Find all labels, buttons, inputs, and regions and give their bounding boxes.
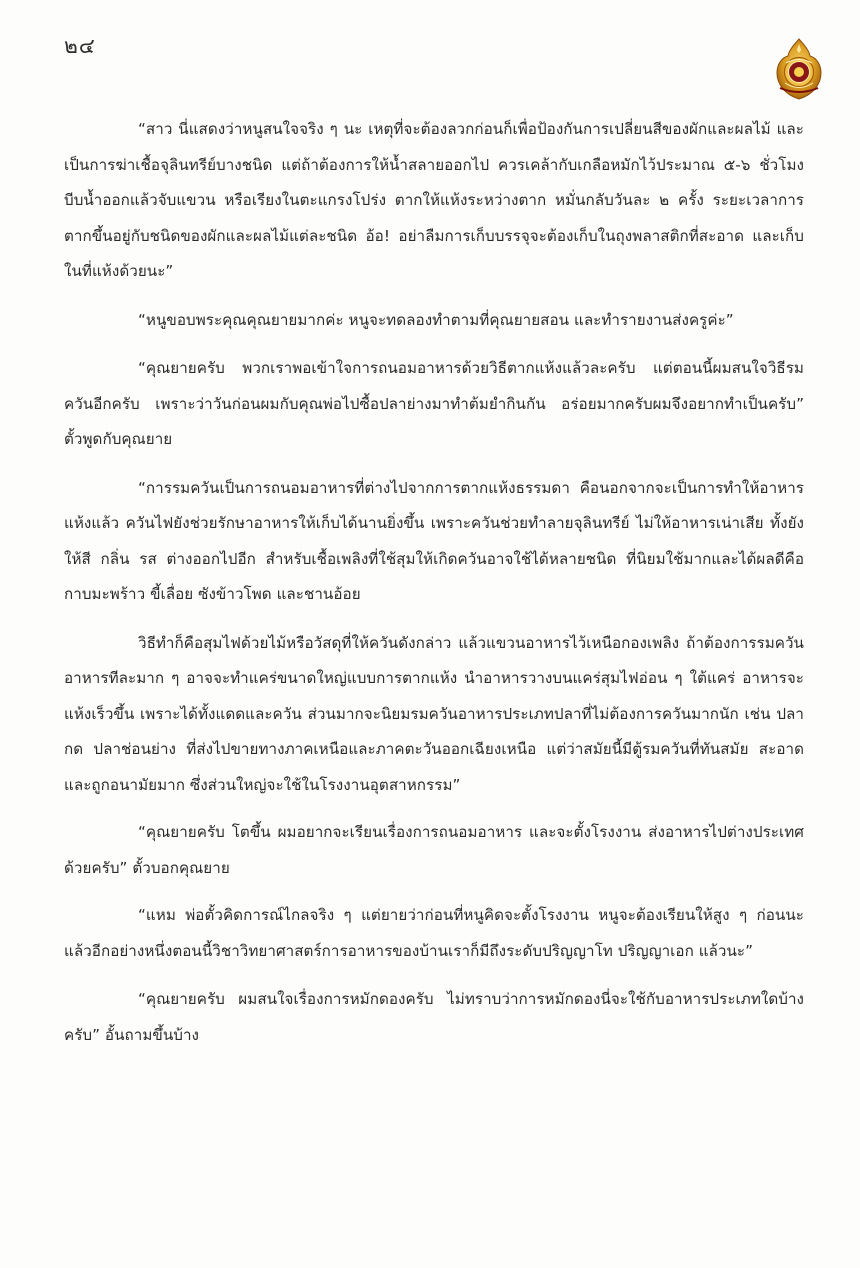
paragraph: “หนูขอบพระคุณคุณยายมากค่ะ หนูจะทดลองทำตามที่คุณยายสอน และทำรายงานส่งครูค่ะ” (138, 310, 734, 329)
paragraph: “สาว นี่แสดงว่าหนูสนใจจริง ๆ นะ เหตุที่จะต้องลวกก่อนก็เพื่อป้องกันการเปลี่ยนสีของผักและผลไม้ และเป็นการฆ่าเชื้อจุลินทรีย์บางชนิด แต่ถ้าต้องการให้น้ำสลายออกไป ควรเคล้ากับเกลือหมักไว้ประมาณ ๕-๖ ชั่วโมง บีบน้ำออกแล้วจับแขวน หรือเรียงในตะแกรงโปร่ง ตากให้แห้งระหว่างตาก หมั่นกลับวันละ ๒ ครั้ง ระยะเวลาการตากขึ้นอยู่กับชนิดของผักและผลไม้แต่ละชนิด อ้อ! อย่าลืมการเก็บบรรจุจะต้องเก็บในถุงพลาสติกที่สะอาด และเก็บในที่แห้งด้วยนะ” (64, 120, 804, 280)
paragraph: “คุณยายครับ พวกเราพอเข้าใจการถนอมอาหารด้วยวิธีตากแห้งแล้วละครับ แต่ตอนนี้ผมสนใจวิธีรมควันอีกครับ เพราะว่าวันก่อนผมกับคุณพ่อไปซื้อปลาย่างมาทำต้มยำกินกัน อร่อยมากครับผมจึงอยากทำเป็นครับ” ตั้วพูดกับคุณยาย (64, 359, 804, 448)
page-number: ๒๔ (64, 34, 96, 58)
body-text (64, 112, 804, 1053)
paragraph: “แหม พ่อตั้วคิดการณ์ไกลจริง ๆ แต่ยายว่าก่อนที่หนูคิดจะตั้งโรงงาน หนูจะต้องเรียนให้สูง ๆ ก่อนนะ แล้วอีกอย่างหนึ่งตอนนี้วิชาวิทยาศาสตร์การอาหารของบ้านเราก็มีถึงระดับปริญญาโท ปริญญาเอก แล้วนะ” (64, 906, 804, 960)
school-seal-emblem-icon (774, 38, 824, 100)
paragraph: วิธีทำก็คือสุมไฟด้วยไม้หรือวัสดุที่ให้ควันดังกล่าว แล้วแขวนอาหารไว้เหนือกองเพลิง ถ้าต้องการรมควันอาหารทีละมาก ๆ อาจจะทำแคร่ขนาดใหญ่แบบการตากแห้ง นำอาหารวางบนแคร่สุมไฟอ่อน ๆ ใต้แคร่ อาหารจะแห้งเร็วขึ้น เพราะได้ทั้งแดดและควัน ส่วนมากจะนิยมรมควันอาหารประเภทปลาที่ไม่ต้องการควันมากนัก เช่น ปลากด ปลาช่อนย่าง ที่ส่งไปขายทางภาคเหนือและภาคตะวันออกเฉียงเหนือ แต่ว่าสมัยนี้มีตู้รมควันที่ทันสมัย สะอาด และถูกอนามัยมาก ซึ่งส่วนใหญ่จะใช้ในโรงงานอุตสาหกรรม” (64, 633, 804, 794)
paragraph: “คุณยายครับ โตขึ้น ผมอยากจะเรียนเรื่องการถนอมอาหาร และจะตั้งโรงงาน ส่งอาหารไปต่างประเทศด้วยครับ” ตั้วบอกคุณยาย (64, 823, 804, 877)
paragraph: “การรมควันเป็นการถนอมอาหารที่ต่างไปจากการตากแห้งธรรมดา คือนอกจากจะเป็นการทำให้อาหารแห้งแล้ว ควันไฟยังช่วยรักษาอาหารให้เก็บได้นานยิ่งขึ้น เพราะควันช่วยทำลายจุลินทรีย์ ไม่ให้อาหารเน่าเสีย ทั้งยังให้สี กลิ่น รส ต่างออกไปอีก สำหรับเชื้อเพลิงที่ใช้สุมให้เกิดควันอาจใช้ได้หลายชนิด ที่นิยมใช้มากและได้ผลดีคือ กาบมะพร้าว ขี้เลื่อย ซังข้าวโพด และชานอ้อย (64, 478, 804, 603)
paragraph: “คุณยายครับ ผมสนใจเรื่องการหมักดองครับ ไม่ทราบว่าการหมักดองนี่จะใช้กับอาหารประเภทใดบ้างครับ” อั้นถามขึ้นบ้าง (64, 990, 804, 1044)
